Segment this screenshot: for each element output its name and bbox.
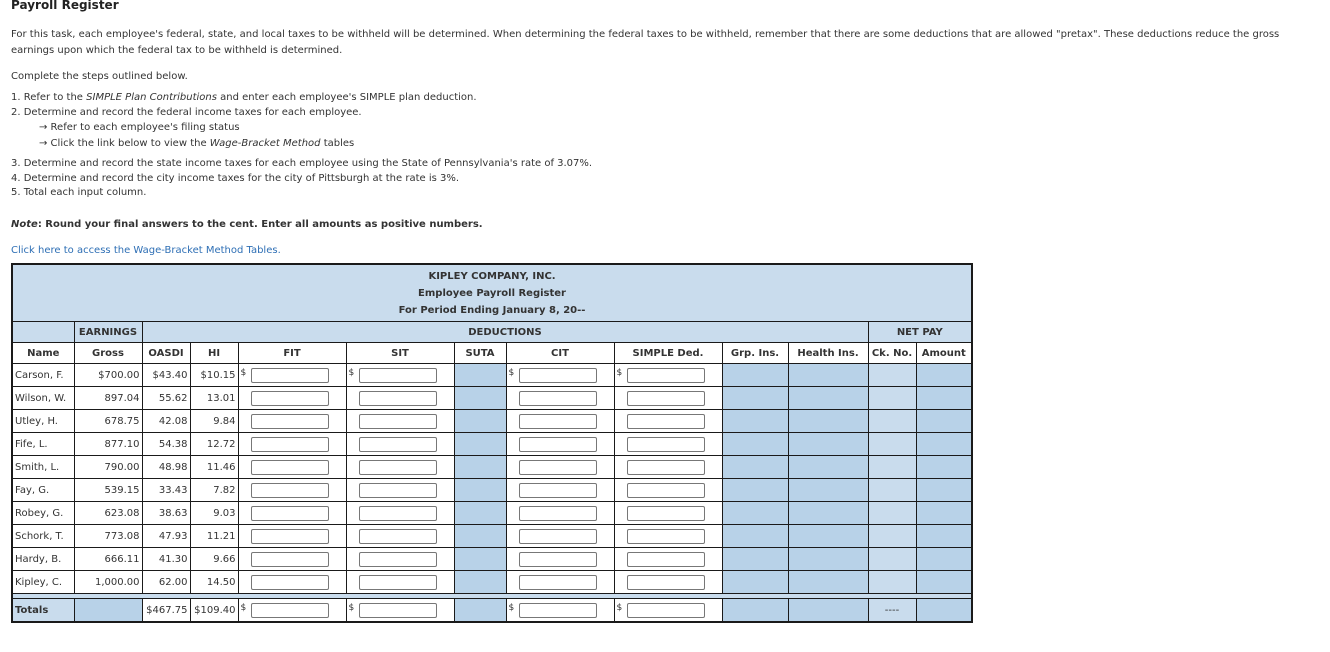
gross-value: 666.11 (74, 548, 142, 571)
step-2: 2. Determine and record the federal income taxes for each employee. (11, 106, 362, 118)
dollar-sign: $ (616, 368, 623, 378)
table-row (12, 387, 972, 410)
totals-simple-cell (614, 599, 722, 623)
col-ck-no: Ck. No. (868, 343, 916, 364)
fit-input[interactable] (251, 483, 329, 498)
suta-blank (454, 433, 506, 456)
cit-cell (506, 548, 614, 571)
table-row (12, 410, 972, 433)
ck-no-blank (868, 387, 916, 410)
simple-cell (614, 548, 722, 571)
step-5: 5. Total each input column. (11, 187, 147, 198)
simple-cell (614, 456, 722, 479)
fit-cell (238, 571, 346, 594)
gross-value: 678.75 (74, 410, 142, 433)
fit-cell (238, 410, 346, 433)
col-gross: Gross (74, 343, 142, 364)
grp-ins-blank (722, 387, 788, 410)
cit-input[interactable] (519, 437, 597, 452)
gross-value: 1,000.00 (74, 571, 142, 594)
totals-fit-cell (238, 599, 346, 623)
hi-value: 11.21 (190, 525, 238, 548)
register-subtitle: Employee Payroll Register (418, 287, 566, 299)
grp-ins-blank (722, 433, 788, 456)
simple-input[interactable] (627, 483, 705, 498)
payroll-register-table (11, 263, 973, 623)
totals-gross-blank (74, 599, 142, 623)
health-ins-blank (788, 410, 868, 433)
simple-cell (614, 433, 722, 456)
note (11, 217, 483, 233)
step-2-sub-2 (11, 136, 477, 152)
step-1-text: 1. Refer to the (11, 92, 87, 103)
step-3: 3. Determine and record the state income taxes for each employee using the State of Pennsylvania's rate of 3.07%. (11, 158, 593, 169)
employee-name: Smith, L. (12, 456, 74, 479)
cit-input[interactable] (519, 414, 597, 429)
suta-blank (454, 410, 506, 433)
amount-blank (916, 479, 972, 502)
company-name: KIPLEY COMPANY, INC. (428, 270, 556, 282)
employee-name: Kipley, C. (12, 571, 74, 594)
step-1-emphasis: SIMPLE Plan Contributions (86, 92, 217, 103)
simple-input[interactable] (627, 529, 705, 544)
hi-value: 11.46 (190, 456, 238, 479)
fit-input[interactable] (251, 368, 329, 383)
hi-value: 13.01 (190, 387, 238, 410)
col-sit: SIT (346, 343, 454, 364)
ck-no-blank (868, 479, 916, 502)
fit-input[interactable] (251, 552, 329, 567)
grp-ins-blank (722, 502, 788, 525)
sit-input[interactable] (359, 391, 437, 406)
ck-no-blank (868, 456, 916, 479)
health-ins-blank (788, 364, 868, 387)
sit-cell (346, 364, 454, 387)
hi-value: 12.72 (190, 433, 238, 456)
simple-input[interactable] (627, 368, 705, 383)
ck-no-blank (868, 410, 916, 433)
gross-value: 877.10 (74, 433, 142, 456)
dollar-sign: $ (240, 368, 247, 378)
amount-blank (916, 571, 972, 594)
suta-blank (454, 571, 506, 594)
simple-cell (614, 525, 722, 548)
fit-cell (238, 433, 346, 456)
health-ins-blank (788, 433, 868, 456)
employee-name: Fife, L. (12, 433, 74, 456)
health-ins-blank (788, 479, 868, 502)
totals-hi: $109.40 (190, 599, 238, 623)
step-1-text-end: and enter each employee's SIMPLE plan deduction. (216, 92, 477, 103)
col-oasdi: OASDI (142, 343, 190, 364)
simple-input[interactable] (627, 391, 705, 406)
amount-blank (916, 456, 972, 479)
table-row (12, 433, 972, 456)
wage-bracket-link[interactable]: Click here to access the Wage-Bracket Method Tables. (11, 245, 281, 256)
grp-ins-blank (722, 456, 788, 479)
gross-value: 539.15 (74, 479, 142, 502)
gross-value: 773.08 (74, 525, 142, 548)
totals-fit-input[interactable] (251, 603, 329, 618)
group-blank (12, 322, 74, 343)
col-grp-ins: Grp. Ins. (722, 343, 788, 364)
cit-cell (506, 479, 614, 502)
sit-input[interactable] (359, 437, 437, 452)
group-net-pay: NET PAY (868, 322, 972, 343)
health-ins-blank (788, 571, 868, 594)
employee-name: Carson, F. (12, 364, 74, 387)
intro-text: For this task, each employee's federal, state, and local taxes to be withheld will be determined. When determining the federal taxes to be withheld, remember that there are some deductions that are allowed "pretax". These deductions reduce the gross earnings upon which the federal tax to be withheld is determined. (11, 29, 1280, 56)
sit-cell (346, 479, 454, 502)
sit-cell (346, 387, 454, 410)
health-ins-blank (788, 525, 868, 548)
hi-value: 9.66 (190, 548, 238, 571)
sit-input[interactable] (359, 529, 437, 544)
simple-cell (614, 410, 722, 433)
cit-cell (506, 502, 614, 525)
oasdi-value: 62.00 (142, 571, 190, 594)
sit-cell (346, 502, 454, 525)
cit-input[interactable] (519, 368, 597, 383)
sit-cell (346, 525, 454, 548)
note-text: : Round your final answers to the cent. Enter all amounts as positive numbers. (37, 219, 483, 230)
suta-blank (454, 479, 506, 502)
table-row (12, 456, 972, 479)
sit-input[interactable] (359, 414, 437, 429)
col-hi: HI (190, 343, 238, 364)
employee-name: Robey, G. (12, 502, 74, 525)
page-title: Payroll Register (11, 0, 119, 12)
fit-input[interactable] (251, 460, 329, 475)
totals-ck-dash: ---- (868, 599, 916, 623)
complete-instruction: Complete the steps outlined below. (11, 71, 188, 82)
gross-value: 790.00 (74, 456, 142, 479)
hi-value: 14.50 (190, 571, 238, 594)
group-deductions: DEDUCTIONS (142, 322, 868, 343)
totals-suta-blank (454, 599, 506, 623)
oasdi-value: 42.08 (142, 410, 190, 433)
cit-input[interactable] (519, 391, 597, 406)
grp-ins-blank (722, 479, 788, 502)
health-ins-blank (788, 502, 868, 525)
totals-sit-input[interactable] (359, 603, 437, 618)
col-health-ins: Health Ins. (788, 343, 868, 364)
cit-cell (506, 433, 614, 456)
dollar-sign: $ (240, 603, 247, 613)
cit-cell (506, 387, 614, 410)
amount-blank (916, 525, 972, 548)
grp-ins-blank (722, 410, 788, 433)
totals-amount-blank (916, 599, 972, 623)
cit-input[interactable] (519, 575, 597, 590)
col-name: Name (12, 343, 74, 364)
employee-name: Fay, G. (12, 479, 74, 502)
amount-blank (916, 364, 972, 387)
hi-value: 9.84 (190, 410, 238, 433)
group-earnings: EARNINGS (74, 322, 142, 343)
health-ins-blank (788, 387, 868, 410)
dollar-sign: $ (508, 603, 515, 613)
simple-cell (614, 387, 722, 410)
simple-input[interactable] (627, 437, 705, 452)
oasdi-value: 54.38 (142, 433, 190, 456)
employee-name: Hardy, B. (12, 548, 74, 571)
dollar-sign: $ (348, 368, 355, 378)
col-cit: CIT (506, 343, 614, 364)
dollar-sign: $ (508, 368, 515, 378)
suta-blank (454, 364, 506, 387)
grp-ins-blank (722, 548, 788, 571)
sit-input[interactable] (359, 460, 437, 475)
sit-input[interactable] (359, 368, 437, 383)
step-4: 4. Determine and record the city income taxes for the city of Pittsburgh at the rate is 3%. (11, 172, 460, 184)
steps-list-1 (11, 91, 477, 152)
suta-blank (454, 525, 506, 548)
col-amount: Amount (916, 343, 972, 364)
totals-cit-input[interactable] (519, 603, 597, 618)
simple-input[interactable] (627, 414, 705, 429)
register-header (12, 264, 972, 322)
sit-input[interactable] (359, 575, 437, 590)
ck-no-blank (868, 525, 916, 548)
sub-2-text-end: tables (320, 138, 355, 149)
fit-cell (238, 548, 346, 571)
grp-ins-blank (722, 571, 788, 594)
ck-no-blank (868, 502, 916, 525)
ck-no-blank (868, 548, 916, 571)
totals-row (12, 599, 972, 623)
gross-value: $700.00 (74, 364, 142, 387)
note-label: Note (11, 219, 38, 230)
table-row (12, 502, 972, 525)
amount-blank (916, 387, 972, 410)
dollar-sign: $ (348, 603, 355, 613)
cit-cell (506, 571, 614, 594)
totals-oasdi: $467.75 (142, 599, 190, 623)
totals-grp-blank (722, 599, 788, 623)
cit-cell (506, 525, 614, 548)
fit-input[interactable] (251, 529, 329, 544)
col-fit: FIT (238, 343, 346, 364)
fit-cell (238, 387, 346, 410)
cit-cell (506, 364, 614, 387)
hi-value: $10.15 (190, 364, 238, 387)
sit-cell (346, 433, 454, 456)
table-row (12, 571, 972, 594)
simple-input[interactable] (627, 506, 705, 521)
suta-blank (454, 502, 506, 525)
grp-ins-blank (722, 525, 788, 548)
employee-name: Schork, T. (12, 525, 74, 548)
cit-input[interactable] (519, 483, 597, 498)
totals-simple-input[interactable] (627, 603, 705, 618)
sit-input[interactable] (359, 483, 437, 498)
hi-value: 9.03 (190, 502, 238, 525)
sit-input[interactable] (359, 506, 437, 521)
simple-cell (614, 479, 722, 502)
col-suta: SUTA (454, 343, 506, 364)
oasdi-value: 47.93 (142, 525, 190, 548)
amount-blank (916, 548, 972, 571)
table-row (12, 548, 972, 571)
fit-cell (238, 502, 346, 525)
employee-name: Utley, H. (12, 410, 74, 433)
fit-input[interactable] (251, 506, 329, 521)
cit-cell (506, 456, 614, 479)
sit-cell (346, 456, 454, 479)
oasdi-value: 33.43 (142, 479, 190, 502)
cit-cell (506, 410, 614, 433)
employee-name: Wilson, W. (12, 387, 74, 410)
suta-blank (454, 456, 506, 479)
col-simple: SIMPLE Ded. (614, 343, 722, 364)
grp-ins-blank (722, 364, 788, 387)
table-row (12, 364, 972, 387)
dollar-sign: $ (616, 603, 623, 613)
sit-cell (346, 548, 454, 571)
cit-input[interactable] (519, 529, 597, 544)
totals-sit-cell (346, 599, 454, 623)
simple-input[interactable] (627, 460, 705, 475)
cit-input[interactable] (519, 506, 597, 521)
hi-value: 7.82 (190, 479, 238, 502)
steps-list-2 (11, 157, 592, 201)
oasdi-value: $43.40 (142, 364, 190, 387)
amount-blank (916, 433, 972, 456)
suta-blank (454, 548, 506, 571)
simple-cell (614, 571, 722, 594)
fit-cell (238, 479, 346, 502)
totals-cit-cell (506, 599, 614, 623)
sit-cell (346, 571, 454, 594)
fit-input[interactable] (251, 575, 329, 590)
oasdi-value: 41.30 (142, 548, 190, 571)
sub-2-text: → Click the link below to view the (39, 138, 210, 149)
fit-cell (238, 456, 346, 479)
ck-no-blank (868, 433, 916, 456)
fit-cell (238, 364, 346, 387)
simple-cell (614, 364, 722, 387)
simple-input[interactable] (627, 575, 705, 590)
simple-input[interactable] (627, 552, 705, 567)
cit-input[interactable] (519, 552, 597, 567)
suta-blank (454, 387, 506, 410)
table-row (12, 525, 972, 548)
gross-value: 897.04 (74, 387, 142, 410)
sub-2-emphasis: Wage-Bracket Method (209, 138, 321, 149)
step-2-sub-1: → Refer to each employee's filing status (39, 122, 240, 133)
cit-input[interactable] (519, 460, 597, 475)
oasdi-value: 38.63 (142, 502, 190, 525)
fit-input[interactable] (251, 414, 329, 429)
register-period: For Period Ending January 8, 20-- (398, 304, 586, 316)
amount-blank (916, 502, 972, 525)
ck-no-blank (868, 571, 916, 594)
fit-input[interactable] (251, 437, 329, 452)
oasdi-value: 48.98 (142, 456, 190, 479)
sit-input[interactable] (359, 552, 437, 567)
amount-blank (916, 410, 972, 433)
table-row (12, 479, 972, 502)
totals-label: Totals (12, 599, 74, 623)
simple-cell (614, 502, 722, 525)
health-ins-blank (788, 548, 868, 571)
oasdi-value: 55.62 (142, 387, 190, 410)
ck-no-blank (868, 364, 916, 387)
step-1 (11, 91, 477, 106)
health-ins-blank (788, 456, 868, 479)
gross-value: 623.08 (74, 502, 142, 525)
fit-input[interactable] (251, 391, 329, 406)
fit-cell (238, 525, 346, 548)
totals-health-blank (788, 599, 868, 623)
sit-cell (346, 410, 454, 433)
